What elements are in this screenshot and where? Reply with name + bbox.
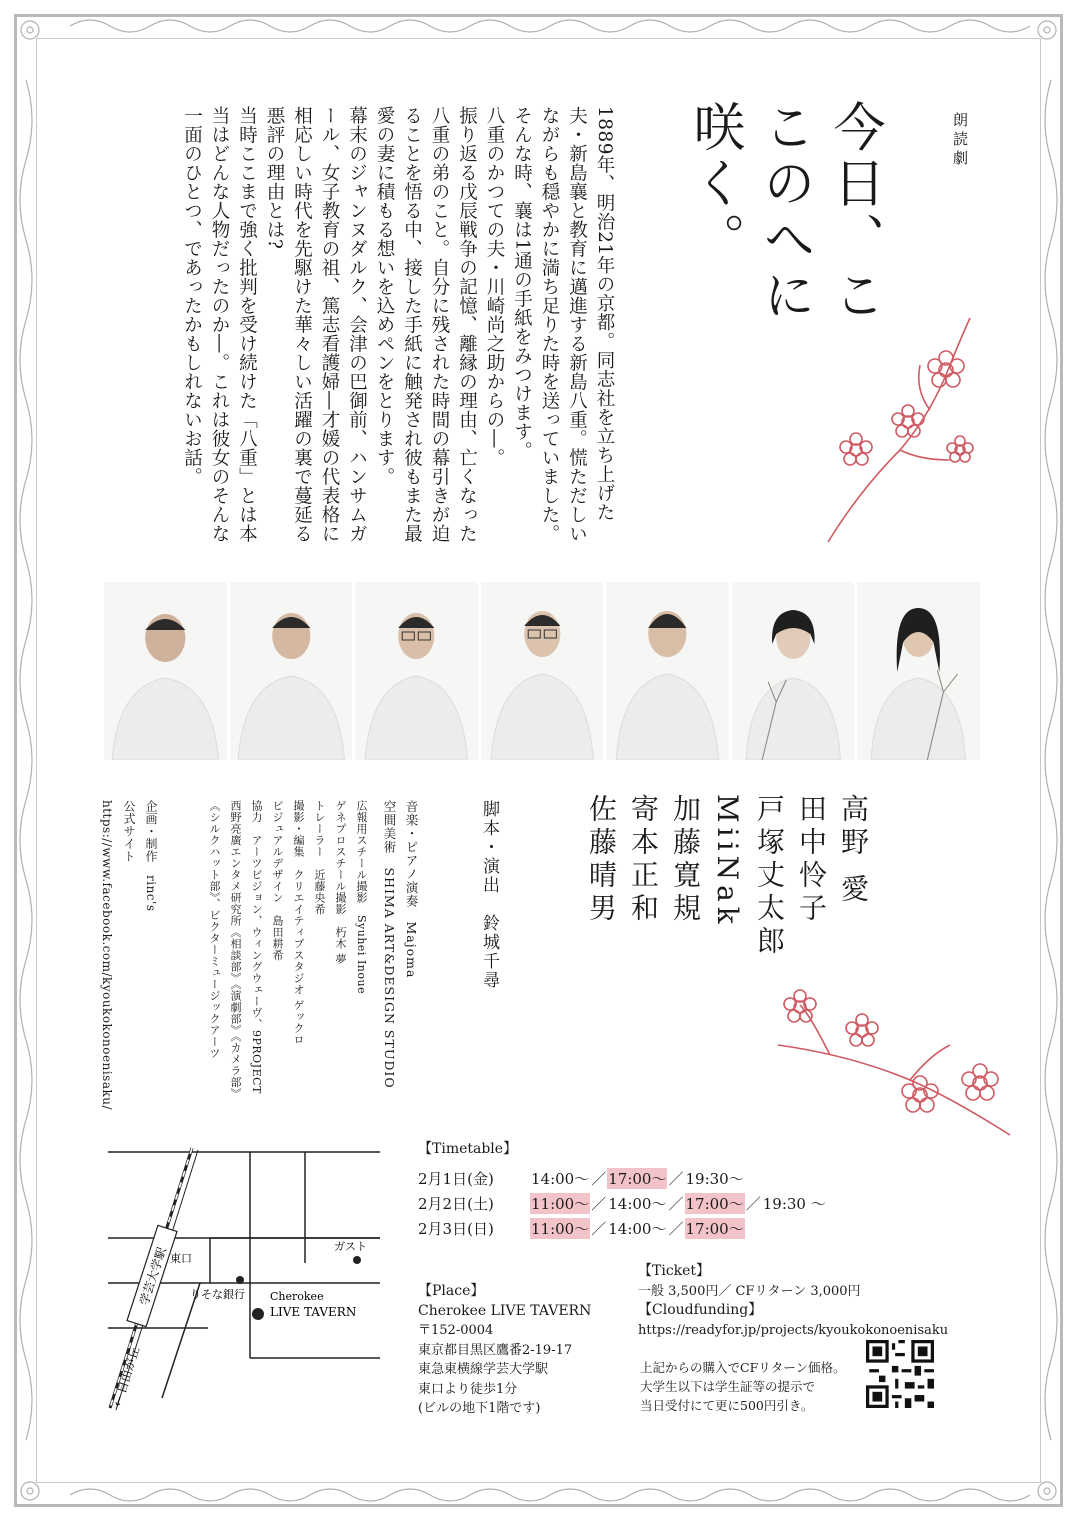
plum-blossom-icon [820, 310, 990, 550]
station: 東急東横線学芸大学駅 [418, 1362, 549, 1377]
bank-label: りそな銀行 [190, 1288, 245, 1301]
credit-role: トレーラー [313, 800, 326, 858]
credit-role: 協力 [250, 800, 263, 823]
floor-note: (ビルの地下1階です) [418, 1401, 541, 1416]
venue-name: Cherokee LIVE TAVERN [418, 1302, 592, 1319]
credit-name: アーツビジョン、ウィングウェーヴ、9PROJECT [250, 834, 263, 1094]
showtime: 11:00～ [531, 1195, 590, 1213]
note-line: 上記からの購入でCFリターン価格。 [640, 1360, 846, 1375]
site-label: 公式サイト [122, 800, 136, 863]
cast-name: 田中怜子 [795, 794, 828, 926]
time-separator: ／ [591, 1195, 607, 1213]
showtime: 19:30～ [685, 1170, 744, 1188]
site-link[interactable]: https://www.facebook.com/kyoukokonoenisaku/ [100, 800, 114, 1111]
place-info [418, 1282, 591, 1419]
cloudfunding-link[interactable]: https://readyfor.jp/projects/kyoukokonoenisaku [638, 1322, 949, 1338]
cast-list [580, 794, 874, 1024]
time-separator: ／ [668, 1220, 684, 1238]
showtime: 14:00～ [608, 1195, 667, 1213]
showtime: 11:00～ [531, 1220, 590, 1238]
cast-name: 高野 愛 [837, 794, 870, 907]
cast-photo [857, 582, 980, 760]
timetable [418, 1138, 827, 1241]
story-paragraph: 八重のかつての夫・川崎尚之助からの―。 [484, 106, 505, 467]
credit-name: Majoma [404, 921, 419, 979]
time-separator: ／ [668, 1195, 684, 1213]
credit-name: 朽木 夢 [334, 926, 347, 965]
credit-name: rinc's [144, 875, 158, 912]
story-paragraph: 1889年、明治21年の京都。同志社を立ち上げた夫・新島襄と教育に邁進する新島八重。慌ただしいながらも穏やかに満ち足りた時を送っていました。そんな時、襄は1通の手紙をみつけます。 [511, 106, 615, 543]
walk-time: 東口より徒歩1分 [418, 1381, 518, 1397]
gusto-label: ガスト [334, 1240, 367, 1253]
venue-marker-icon [252, 1308, 264, 1320]
credit-name: Syuhei Inoue [355, 915, 368, 995]
cast-name: 寄本正和 [627, 794, 660, 926]
place-heading: 【Place】 [418, 1283, 485, 1299]
timetable-date: 2月2日(土) [418, 1195, 494, 1213]
timetable-heading: 【Timetable】 [418, 1141, 518, 1157]
timetable-row [418, 1166, 827, 1191]
credit-role: 撮影・編集 [292, 800, 305, 858]
gusto-marker-icon [353, 1256, 361, 1264]
qr-code-icon[interactable] [866, 1340, 934, 1408]
showtime: 14:00～ [531, 1170, 590, 1188]
time-separator: ／ [745, 1195, 761, 1213]
station-label: 学芸大学駅 [137, 1245, 169, 1308]
credit-name: 《シルクハット部》、ビクターミュージックアーツ [208, 800, 221, 1059]
showtime: 14:00～ [608, 1220, 667, 1238]
address: 東京都目黒区鷹番2-19-17 [418, 1342, 573, 1358]
cloudfunding-heading: 【Cloudfunding】 [638, 1302, 763, 1318]
showtime: 19:30 ～ [762, 1195, 826, 1213]
showtime: 17:00～ [608, 1170, 667, 1188]
credit-role: ビジュアルデザイン [271, 800, 284, 904]
cast-photo [355, 582, 478, 760]
east-exit-label: 東口 [170, 1252, 192, 1265]
time-separator: ／ [591, 1220, 607, 1238]
credit-role: 空間美術 [382, 800, 397, 854]
page-title: 今日、ここのへに咲く。 [684, 100, 884, 324]
credit-name: SHIMA ART&DESIGN STUDIO [382, 867, 397, 1089]
story-paragraph: 幕末のジャンヌダルク、会津の巴御前、ハンサムガール、女子教育の祖、篤志看護婦―才媛の代表格に相応しい時代を先駆けた華々しい活躍の裏で蔓延る悪評の理由とは? [264, 106, 368, 543]
zip-code: 〒152-0004 [418, 1323, 494, 1338]
cast-name: 戸塚丈太郎 [753, 794, 786, 959]
time-separator: ／ [668, 1170, 684, 1188]
story-paragraph: 当時ここまで強く批判を受け続けた「八重」とは本当はどんな人物だったのか―。これは彼女のそんな一面のひとつ、であったかもしれないお話。 [181, 106, 258, 543]
timetable-date: 2月3日(日) [418, 1220, 494, 1238]
timetable-row [418, 1216, 827, 1241]
cast-photo [481, 582, 604, 760]
access-map [100, 1138, 390, 1428]
credit-name: 鈴城千尋 [479, 914, 499, 990]
ticket-note [640, 1358, 846, 1415]
note-line: 大学生以下は学生証等の提示で [640, 1379, 816, 1394]
staff-credits [378, 800, 422, 1100]
venue-label: Cherokee [270, 1290, 324, 1303]
credit-name: 島田耕希 [271, 915, 284, 961]
cast-photo [606, 582, 729, 760]
planning-credits [96, 800, 162, 1111]
story-text [92, 106, 618, 546]
credit-name: 近藤央希 [313, 869, 326, 915]
credit-role: ゲネプロスチール撮影 [334, 800, 347, 915]
credit-role: 広報用スチール撮影 [355, 800, 368, 904]
timetable-row [418, 1191, 827, 1216]
venue-label: LIVE TAVERN [270, 1305, 357, 1319]
ticket-heading: 【Ticket】 [638, 1263, 711, 1279]
subtitle: 朗読劇 [951, 112, 969, 169]
cast-name: 佐藤晴男 [585, 794, 618, 926]
director-credit [476, 800, 502, 1000]
ticket-info [638, 1262, 948, 1340]
timetable-date: 2月1日(金) [418, 1170, 494, 1188]
showtime: 17:00～ [685, 1220, 744, 1238]
credit-name: クリエイティブスタジオ ゲックロ [292, 869, 305, 1046]
credit-role: 脚本・演出 [479, 800, 499, 895]
time-separator: ／ [591, 1170, 607, 1188]
note-line: 当日受付にて更に500円引き。 [640, 1398, 814, 1413]
cast-name: MiiNak [711, 794, 744, 929]
cast-name: 加藤寛規 [669, 794, 702, 926]
ticket-price: 一般 3,500円／ CFリターン 3,000円 [638, 1283, 861, 1299]
credit-role: 企画・制作 [144, 800, 158, 863]
bank-marker-icon [236, 1276, 244, 1284]
cast-photo [732, 582, 855, 760]
direction-label: ← 自由が丘 [109, 1345, 143, 1409]
cast-photo [230, 582, 353, 760]
story-paragraph: 振り返る戊辰戦争の記憶、離縁の理由、亡くなった八重の弟のこと。自分に残された時間の幕引きが迫ることを悟る中、接した手紙に触発され彼もまた最愛の妻に積もる想いを込めペンをとります。 [374, 106, 478, 543]
showtime: 17:00～ [685, 1195, 744, 1213]
production-credits [204, 800, 372, 1100]
credit-role: 音楽・ピアノ演奏 [404, 800, 419, 908]
cast-photo-row [104, 582, 980, 760]
credit-name: 西野亮廣エンタメ研究所《相談部》《演劇部》《カメラ部》 [229, 800, 242, 1100]
cast-photo [104, 582, 227, 760]
